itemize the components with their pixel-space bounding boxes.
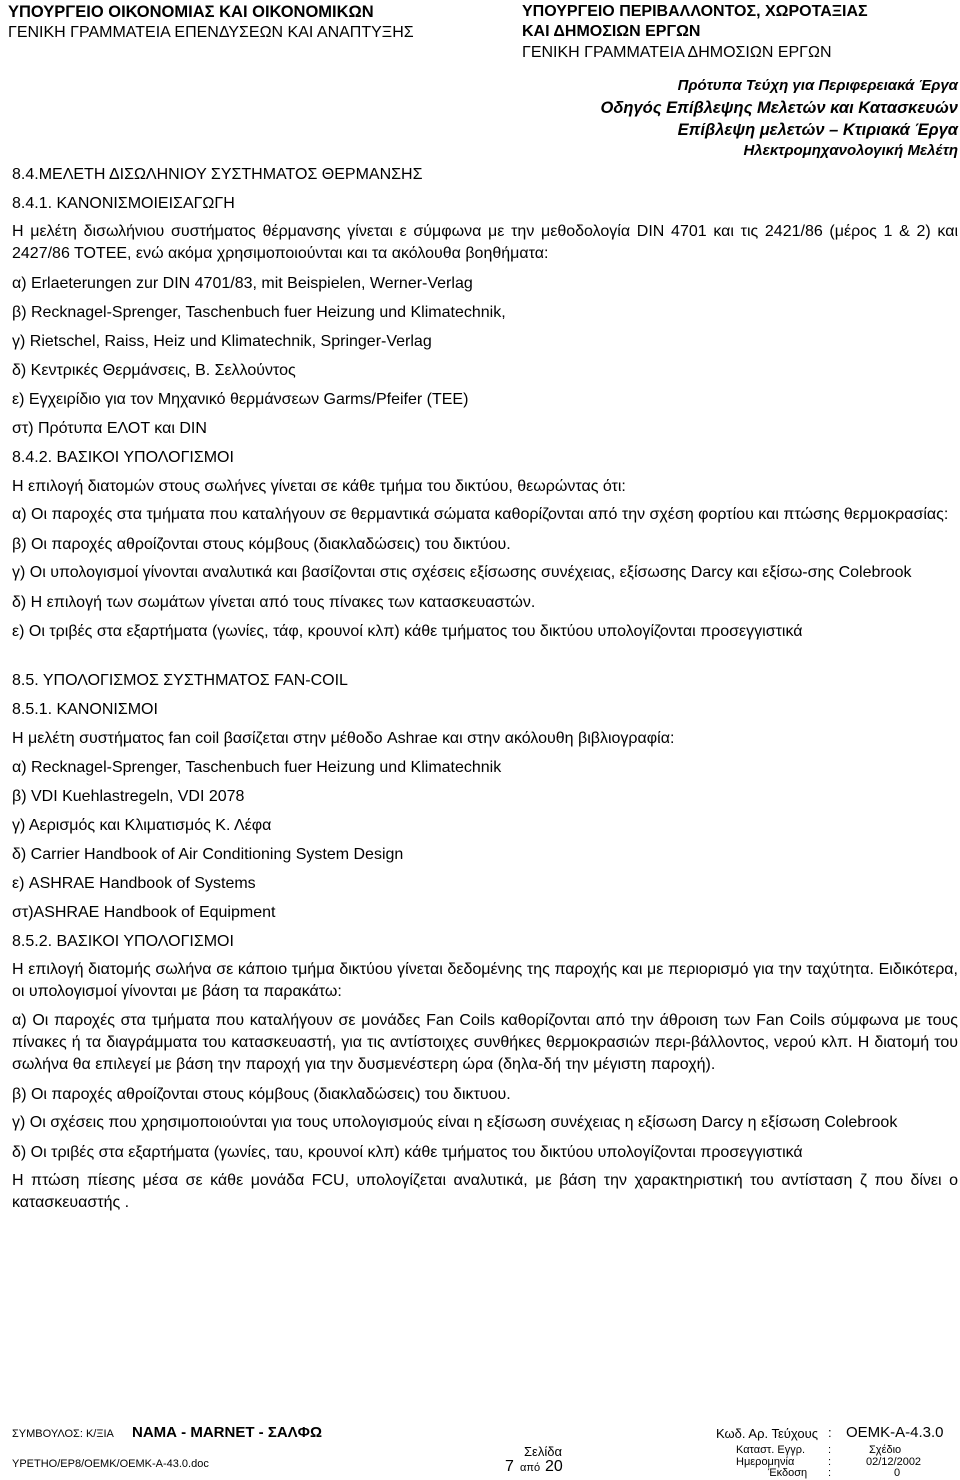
list-item: α) Οι παροχές στα τμήματα που καταλήγουν σε θερμαντικά σώματα καθορίζονται από την σχέση φορτίου και πτώσης θερμοκρασίας: <box>12 506 949 523</box>
paragraph: Η επιλογή διατομών στους σωλήνες γίνεται σε κάθε τμήμα του δικτύου, θεωρώντας ότι: <box>12 478 626 495</box>
colon: : <box>828 1467 832 1479</box>
reference-item: στ) Πρότυπα ΕΛΟΤ και DIN <box>12 420 207 437</box>
edition-label: Έκδοση <box>768 1467 808 1479</box>
edition-value: 0 <box>894 1467 901 1479</box>
reference-item: β) Recknagel-Sprenger, Taschenbuch fuer Heizung und Klimatechnik, <box>12 304 506 321</box>
colon: : <box>828 1444 832 1456</box>
paragraph: Η επιλογή διατομής σωλήνα σε κάποιο τμήμα δικτύου γίνεται δεδομένης της παροχής και με περιορισμό για την ταχύτητα. Ειδικότερα, οι υπολογισμοί γίνονται με βάση τα παρακάτω: <box>12 961 958 1000</box>
reference-item: α) Erlaeterungen zur DIN 4701/83, mit Beispielen, Werner-Verlag <box>12 275 473 292</box>
reference-item: στ)ASHRAE Handbook of Equipment <box>12 904 276 921</box>
list-item: γ) Οι σχέσεις που χρησιμοποιούνται για τους υπολογισμούς είναι η εξίσωση συνέχειας η εξίσωση Darcy η εξίσωση Colebrook <box>12 1114 898 1131</box>
ministry-environment-title-line2: ΚΑΙ ΔΗΜΟΣΙΩΝ ΕΡΓΩΝ <box>522 23 701 40</box>
reference-item: γ) Rietschel, Raiss, Heiz und Klimatechnik, Springer-Verlag <box>12 333 432 350</box>
subsection-heading: 8.4.1. ΚΑΝΟΝΙΣΜΟΙΕΙΣΑΓΩΓΗ <box>12 195 235 212</box>
code-value: ΟΕΜΚ-Α-4.3.0 <box>846 1424 944 1441</box>
page-footer <box>0 1424 960 1480</box>
status-label: Καταστ. Εγγρ. <box>736 1444 806 1456</box>
date-label: Ημερομηνία <box>736 1456 795 1468</box>
list-item: δ) Οι τριβές στα εξαρτήματα (γωνίες, ταυ, κρουνοί κλπ) κάθε τμήματος του δικτύου υπολογίζονται προσεγγιστικά <box>12 1144 803 1161</box>
page-label: Σελίδα <box>524 1444 562 1459</box>
ministry-environment-title-line1: ΥΠΟΥΡΓΕΙΟ ΠΕΡΙΒΑΛΛΟΝΤΟΣ, ΧΩΡΟΤΑΞΙΑΣ <box>522 3 868 20</box>
subsection-heading: 8.4.2. ΒΑΣΙΚΟΙ ΥΠΟΛΟΓΙΣΜΟΙ <box>12 449 234 466</box>
list-item: δ) Η επιλογή των σωμάτων γίνεται από τους πίνακες των κατασκευαστών. <box>12 594 536 611</box>
consultant-label: ΣΥΜΒΟΥΛΟΣ: Κ/ΞΙΑ <box>12 1428 114 1440</box>
spacer <box>12 646 958 666</box>
page-total: 20 <box>545 1458 563 1475</box>
subsection-heading: 8.5.2. ΒΑΣΙΚΟΙ ΥΠΟΛΟΓΙΣΜΟΙ <box>12 933 234 950</box>
reference-item: β) VDI Kuehlastregeln, VDI 2078 <box>12 788 245 805</box>
section-heading: 8.5. ΥΠΟΛΟΓΙΣΜΟΣ ΣΥΣΤΗΜΑΤΟΣ FAN-COIL <box>12 672 348 689</box>
subtitle-electromechanical-study: Ηλεκτρομηχανολογική Μελέτη <box>743 142 958 159</box>
subtitle-standard-volumes: Πρότυπα Τεύχη για Περιφερειακά Έργα <box>677 77 958 94</box>
status-value: Σχέδιο <box>869 1444 902 1456</box>
ministry-economy-title: ΥΠΟΥΡΓΕΙΟ ΟΙΚΟΝΟΜΙΑΣ ΚΑΙ ΟΙΚΟΝΟΜΙΚΩΝ <box>8 3 374 21</box>
paragraph: Η μελέτη δισωλήνιου συστήματος θέρμανσης γίνεται ε σύμφωνα με την μεθοδολογία DIN 4701 και τις 2421/86 (μέρος 1 & 2) και 2427/86 ΤΟΤΕΕ, ενώ ακόμα χρησιμοποιούνται και τα ακόλουθα βοηθήματα: <box>12 223 958 262</box>
colon: : <box>828 1425 832 1440</box>
page-number: 7 <box>505 1458 514 1475</box>
date-value: 02/12/2002 <box>866 1456 922 1468</box>
subtitle-building-works: Επίβλεψη μελετών – Κτιριακά Έργα <box>677 121 958 139</box>
document-subtitle-block <box>398 75 958 161</box>
subsection-heading: 8.5.1. ΚΑΝΟΝΙΣΜΟΙ <box>12 701 158 718</box>
investment-secretariat-title: ΓΕΝΙΚΗ ΓΡΑΜΜΑΤΕΙΑ ΕΠΕΝΔΥΣΕΩΝ ΚΑΙ ΑΝΑΠΤΥΞΗΣ <box>8 24 414 41</box>
list-item: ε) Οι τριβές στα εξαρτήματα (γωνίες, τάφ, κρουνοί κλπ) κάθε τμήματος του δικτύου υπολογίζονται προσεγγιστικά <box>12 623 803 640</box>
list-item: γ) Οι υπολογισμοί γίνονται αναλυτικά και βασίζονται στις σχέσεις εξίσωσης συνέχειας, εξίσωσης Darcy και εξίσω-σης Colebrook <box>12 564 912 581</box>
paragraph: Η πτώση πίεσης μέσα σε κάθε μονάδα FCU, υπολογίζεται αναλυτικά, με βάση την χαρακτηριστική του αντίσταση ζ που δίνει ο κατασκευαστής . <box>12 1172 958 1211</box>
list-item: α) Οι παροχές στα τμήματα που καταλήγουν σε μονάδες Fan Coils καθορίζονται από την άθροιση των Fan Coils σύμφωνα με τους πίνακες ή τα διαγράμματα του κατασκευαστή, για τις αντίστοιχες συνθήκες θερμοκρασιών περι-βάλλοντος, νερού κλπ. Η διατομή του σωλήνα θα επιλεγεί με βάση την παροχή για την δυσμενέστερη ώρα (δηλα-δή την μέγιστη παροχή). <box>12 1012 958 1073</box>
document-body <box>12 160 958 1218</box>
document-filename: ΥΡΕΤΗΟ/ΕΡ8/ΟΕΜΚ/ΟΕΜΚ-Α-43.0.doc <box>12 1458 209 1470</box>
header-right <box>522 2 960 64</box>
reference-item: δ) Κεντρικές Θερμάνσεις, Β. Σελλούντος <box>12 362 296 379</box>
consultant-name: ΝΑΜΑ - MARNET - ΣΑΛΦΩ <box>132 1424 322 1441</box>
list-item: β) Οι παροχές αθροίζονται στους κόμβους (διακλαδώσεις) του δικτύου. <box>12 536 511 553</box>
reference-item: ε) Εγχειρίδιο για τον Μηχανικό θερμάνσεων Garms/Pfeifer (ΤΕΕ) <box>12 391 469 408</box>
page-of-label: από <box>520 1462 541 1474</box>
header-left <box>8 2 478 44</box>
reference-item: δ) Carrier Handbook of Air Conditioning System Design <box>12 846 404 863</box>
reference-item: γ) Αερισμός και Κλιματισμός Κ. Λέφα <box>12 817 272 834</box>
reference-item: α) Recknagel-Sprenger, Taschenbuch fuer Heizung und Klimatechnik <box>12 759 502 776</box>
colon: : <box>828 1456 832 1468</box>
subtitle-supervision-guide: Οδηγός Επίβλεψης Μελετών και Κατασκευών <box>600 99 958 117</box>
list-item: β) Οι παροχές αθροίζονται στους κόμβους (διακλαδώσεις) του δικτυου. <box>12 1086 511 1103</box>
public-works-secretariat-title: ΓΕΝΙΚΗ ΓΡΑΜΜΑΤΕΙΑ ΔΗΜΟΣΙΩΝ ΕΡΓΩΝ <box>522 44 832 61</box>
paragraph: Η μελέτη συστήματος fan coil βασίζεται στην μέθοδο Ashrae και στην ακόλουθη βιβλιογραφία: <box>12 730 675 747</box>
reference-item: ε) ASHRAE Handbook of Systems <box>12 875 256 892</box>
section-heading: 8.4.ΜΕΛΕΤΗ ΔΙΣΩΛΗΝΙΟΥ ΣΥΣΤΗΜΑΤΟΣ ΘΕΡΜΑΝΣΗΣ <box>12 166 423 183</box>
code-label: Κωδ. Αρ. Τεύχους <box>716 1426 818 1441</box>
